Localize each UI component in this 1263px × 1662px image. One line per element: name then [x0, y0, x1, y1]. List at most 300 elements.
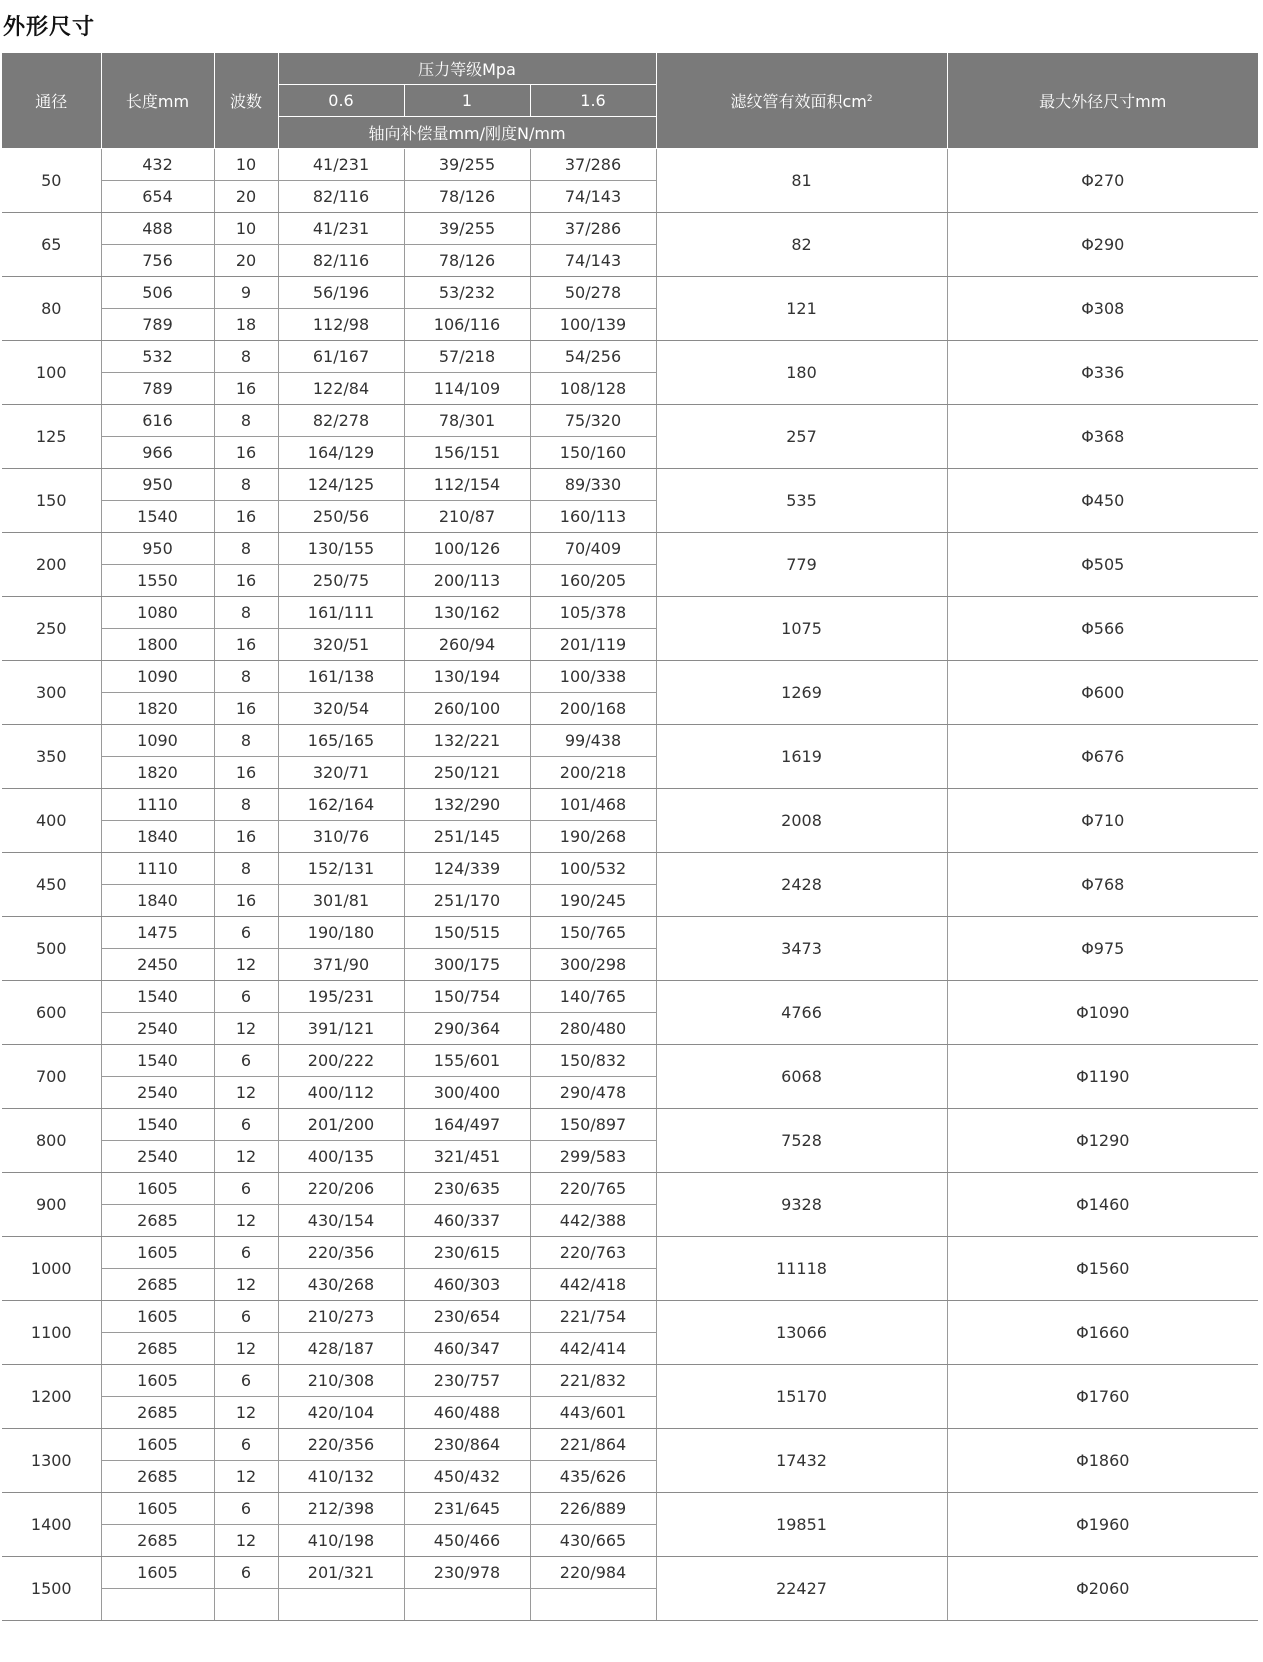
cell-p06: 124/125	[278, 469, 404, 501]
cell-length: 789	[101, 373, 214, 405]
cell-p10: 100/126	[404, 533, 530, 565]
cell-length	[101, 1589, 214, 1621]
cell-nominal: 450	[2, 853, 101, 917]
cell-length: 616	[101, 405, 214, 437]
cell-nominal: 1000	[2, 1237, 101, 1301]
cell-filter-area: 779	[656, 533, 947, 597]
cell-p10: 251/145	[404, 821, 530, 853]
cell-length: 2450	[101, 949, 214, 981]
cell-filter-area: 180	[656, 341, 947, 405]
cell-filter-area: 7528	[656, 1109, 947, 1173]
header-nominal: 通径	[2, 53, 101, 149]
cell-max-od: Φ450	[947, 469, 1258, 533]
cell-nominal: 1300	[2, 1429, 101, 1493]
cell-length: 2685	[101, 1461, 214, 1493]
cell-length: 950	[101, 533, 214, 565]
cell-filter-area: 11118	[656, 1237, 947, 1301]
cell-length: 1800	[101, 629, 214, 661]
cell-filter-area: 17432	[656, 1429, 947, 1493]
cell-p06: 161/138	[278, 661, 404, 693]
cell-waves: 20	[214, 245, 278, 277]
cell-p10: 155/601	[404, 1045, 530, 1077]
cell-p06: 320/71	[278, 757, 404, 789]
cell-p06: 250/75	[278, 565, 404, 597]
page-title: 外形尺寸	[3, 15, 96, 40]
cell-p06: 371/90	[278, 949, 404, 981]
cell-p16: 430/665	[530, 1525, 656, 1557]
cell-max-od: Φ566	[947, 597, 1258, 661]
cell-p06: 420/104	[278, 1397, 404, 1429]
cell-p10: 290/364	[404, 1013, 530, 1045]
cell-p16: 280/480	[530, 1013, 656, 1045]
cell-p10: 230/978	[404, 1557, 530, 1589]
cell-p16: 299/583	[530, 1141, 656, 1173]
cell-p06: 310/76	[278, 821, 404, 853]
cell-p06: 400/135	[278, 1141, 404, 1173]
cell-p06: 212/398	[278, 1493, 404, 1525]
cell-waves	[214, 1589, 278, 1621]
cell-p16: 37/286	[530, 149, 656, 181]
cell-waves: 6	[214, 1493, 278, 1525]
cell-p10: 156/151	[404, 437, 530, 469]
cell-filter-area: 15170	[656, 1365, 947, 1429]
cell-length: 1605	[101, 1429, 214, 1461]
table-row	[2, 853, 1258, 885]
cell-length: 789	[101, 309, 214, 341]
cell-length: 1605	[101, 1493, 214, 1525]
cell-p10: 106/116	[404, 309, 530, 341]
cell-p10: 150/515	[404, 917, 530, 949]
cell-nominal: 300	[2, 661, 101, 725]
cell-p06: 195/231	[278, 981, 404, 1013]
dimension-table	[2, 52, 1258, 1621]
cell-p16: 100/532	[530, 853, 656, 885]
table-row	[2, 1429, 1258, 1461]
cell-waves: 6	[214, 1557, 278, 1589]
cell-max-od: Φ1960	[947, 1493, 1258, 1557]
table-row	[2, 725, 1258, 757]
cell-nominal: 100	[2, 341, 101, 405]
cell-p06: 430/268	[278, 1269, 404, 1301]
cell-p16: 150/765	[530, 917, 656, 949]
cell-p10: 78/126	[404, 181, 530, 213]
cell-p10: 251/170	[404, 885, 530, 917]
cell-p06	[278, 1589, 404, 1621]
cell-nominal: 350	[2, 725, 101, 789]
table-row	[2, 1301, 1258, 1333]
cell-waves: 6	[214, 1365, 278, 1397]
cell-p06: 301/81	[278, 885, 404, 917]
cell-waves: 8	[214, 341, 278, 373]
cell-p10: 450/466	[404, 1525, 530, 1557]
cell-p06: 250/56	[278, 501, 404, 533]
table-row	[2, 1173, 1258, 1205]
cell-p06: 410/132	[278, 1461, 404, 1493]
cell-p16: 190/268	[530, 821, 656, 853]
table-row	[2, 1045, 1258, 1077]
table-header	[2, 53, 1258, 149]
cell-waves: 8	[214, 469, 278, 501]
cell-waves: 8	[214, 853, 278, 885]
cell-waves: 8	[214, 789, 278, 821]
header-waves: 波数	[214, 53, 278, 149]
cell-p16: 105/378	[530, 597, 656, 629]
cell-max-od: Φ2060	[947, 1557, 1258, 1621]
cell-p06: 41/231	[278, 149, 404, 181]
cell-length: 1540	[101, 501, 214, 533]
cell-length: 1090	[101, 725, 214, 757]
cell-p10: 230/757	[404, 1365, 530, 1397]
table-row	[2, 981, 1258, 1013]
header-pressure-group: 压力等级Mpa	[278, 53, 656, 85]
cell-max-od: Φ290	[947, 213, 1258, 277]
cell-p06: 41/231	[278, 213, 404, 245]
cell-p06: 400/112	[278, 1077, 404, 1109]
cell-p06: 201/321	[278, 1557, 404, 1589]
cell-p06: 210/273	[278, 1301, 404, 1333]
cell-p06: 161/111	[278, 597, 404, 629]
cell-nominal: 80	[2, 277, 101, 341]
table-row	[2, 341, 1258, 373]
cell-p10: 230/864	[404, 1429, 530, 1461]
cell-p10: 321/451	[404, 1141, 530, 1173]
cell-p06: 320/51	[278, 629, 404, 661]
cell-p10: 230/635	[404, 1173, 530, 1205]
cell-nominal: 125	[2, 405, 101, 469]
cell-waves: 8	[214, 597, 278, 629]
cell-waves: 16	[214, 629, 278, 661]
cell-p16: 220/765	[530, 1173, 656, 1205]
cell-nominal: 900	[2, 1173, 101, 1237]
cell-max-od: Φ600	[947, 661, 1258, 725]
cell-nominal: 50	[2, 149, 101, 213]
cell-p16: 74/143	[530, 181, 656, 213]
cell-nominal: 600	[2, 981, 101, 1045]
cell-length: 1605	[101, 1301, 214, 1333]
cell-p06: 130/155	[278, 533, 404, 565]
cell-filter-area: 22427	[656, 1557, 947, 1621]
cell-p16: 201/119	[530, 629, 656, 661]
cell-p06: 162/164	[278, 789, 404, 821]
cell-p06: 165/165	[278, 725, 404, 757]
cell-p06: 82/278	[278, 405, 404, 437]
cell-p10: 260/94	[404, 629, 530, 661]
cell-waves: 12	[214, 1461, 278, 1493]
cell-p06: 56/196	[278, 277, 404, 309]
cell-p16: 108/128	[530, 373, 656, 405]
cell-p06: 201/200	[278, 1109, 404, 1141]
cell-nominal: 500	[2, 917, 101, 981]
cell-p16: 442/388	[530, 1205, 656, 1237]
table-row	[2, 213, 1258, 245]
cell-p06: 112/98	[278, 309, 404, 341]
cell-p10: 450/432	[404, 1461, 530, 1493]
table-row	[2, 917, 1258, 949]
table-row	[2, 469, 1258, 501]
header-max-od: 最大外径尺寸mm	[947, 53, 1258, 149]
cell-waves: 10	[214, 213, 278, 245]
cell-max-od: Φ308	[947, 277, 1258, 341]
cell-waves: 10	[214, 149, 278, 181]
cell-p10	[404, 1589, 530, 1621]
cell-waves: 6	[214, 981, 278, 1013]
cell-length: 1605	[101, 1557, 214, 1589]
cell-waves: 8	[214, 661, 278, 693]
cell-p16: 101/468	[530, 789, 656, 821]
cell-max-od: Φ768	[947, 853, 1258, 917]
cell-length: 1605	[101, 1173, 214, 1205]
cell-max-od: Φ368	[947, 405, 1258, 469]
cell-p10: 460/303	[404, 1269, 530, 1301]
cell-waves: 6	[214, 1237, 278, 1269]
header-filter-area-label: 滤纹管有效面积cm	[730, 92, 867, 111]
cell-filter-area: 19851	[656, 1493, 947, 1557]
cell-filter-area: 121	[656, 277, 947, 341]
cell-nominal: 1100	[2, 1301, 101, 1365]
cell-p16: 190/245	[530, 885, 656, 917]
cell-filter-area: 2428	[656, 853, 947, 917]
cell-waves: 6	[214, 917, 278, 949]
cell-waves: 8	[214, 533, 278, 565]
cell-p16: 74/143	[530, 245, 656, 277]
cell-waves: 8	[214, 405, 278, 437]
cell-p16: 140/765	[530, 981, 656, 1013]
cell-max-od: Φ1760	[947, 1365, 1258, 1429]
cell-max-od: Φ1290	[947, 1109, 1258, 1173]
cell-max-od: Φ1860	[947, 1429, 1258, 1493]
cell-length: 2540	[101, 1077, 214, 1109]
cell-length: 2540	[101, 1141, 214, 1173]
header-pressure-1: 1	[404, 85, 530, 117]
cell-waves: 12	[214, 1141, 278, 1173]
cell-nominal: 1400	[2, 1493, 101, 1557]
cell-length: 1540	[101, 1109, 214, 1141]
cell-p16: 220/984	[530, 1557, 656, 1589]
table-row	[2, 1109, 1258, 1141]
cell-p06: 82/116	[278, 245, 404, 277]
cell-nominal: 1200	[2, 1365, 101, 1429]
cell-p10: 210/87	[404, 501, 530, 533]
cell-waves: 20	[214, 181, 278, 213]
cell-p16: 54/256	[530, 341, 656, 373]
cell-p16: 150/160	[530, 437, 656, 469]
cell-p06: 200/222	[278, 1045, 404, 1077]
cell-filter-area: 3473	[656, 917, 947, 981]
cell-filter-area: 9328	[656, 1173, 947, 1237]
table-row	[2, 597, 1258, 629]
header-filter-area	[656, 53, 947, 149]
cell-p16: 442/414	[530, 1333, 656, 1365]
cell-p10: 460/347	[404, 1333, 530, 1365]
cell-p16: 160/205	[530, 565, 656, 597]
cell-p16: 200/218	[530, 757, 656, 789]
cell-p06: 391/121	[278, 1013, 404, 1045]
table-row	[2, 149, 1258, 181]
cell-p10: 200/113	[404, 565, 530, 597]
cell-length: 506	[101, 277, 214, 309]
cell-p16: 100/139	[530, 309, 656, 341]
cell-p06: 410/198	[278, 1525, 404, 1557]
cell-p06: 430/154	[278, 1205, 404, 1237]
cell-nominal: 1500	[2, 1557, 101, 1621]
cell-waves: 6	[214, 1301, 278, 1333]
cell-nominal: 700	[2, 1045, 101, 1109]
cell-p10: 112/154	[404, 469, 530, 501]
cell-length: 2685	[101, 1397, 214, 1429]
cell-max-od: Φ676	[947, 725, 1258, 789]
cell-p16: 442/418	[530, 1269, 656, 1301]
cell-p16: 435/626	[530, 1461, 656, 1493]
cell-waves: 6	[214, 1429, 278, 1461]
cell-filter-area: 2008	[656, 789, 947, 853]
cell-p10: 130/194	[404, 661, 530, 693]
cell-p10: 78/301	[404, 405, 530, 437]
header-pressure-2: 1.6	[530, 85, 656, 117]
cell-p16: 221/864	[530, 1429, 656, 1461]
cell-waves: 18	[214, 309, 278, 341]
cell-filter-area: 1075	[656, 597, 947, 661]
cell-length: 1475	[101, 917, 214, 949]
cell-max-od: Φ1560	[947, 1237, 1258, 1301]
cell-p16: 443/601	[530, 1397, 656, 1429]
table-row	[2, 1365, 1258, 1397]
cell-max-od: Φ1090	[947, 981, 1258, 1045]
cell-waves: 12	[214, 1333, 278, 1365]
cell-waves: 8	[214, 725, 278, 757]
cell-p16: 89/330	[530, 469, 656, 501]
cell-p10: 114/109	[404, 373, 530, 405]
cell-waves: 16	[214, 373, 278, 405]
cell-p10: 230/654	[404, 1301, 530, 1333]
cell-p10: 250/121	[404, 757, 530, 789]
cell-p16	[530, 1589, 656, 1621]
cell-waves: 12	[214, 1077, 278, 1109]
cell-waves: 9	[214, 277, 278, 309]
cell-waves: 12	[214, 1269, 278, 1301]
cell-p16: 220/763	[530, 1237, 656, 1269]
cell-nominal: 400	[2, 789, 101, 853]
cell-length: 1820	[101, 693, 214, 725]
cell-max-od: Φ270	[947, 149, 1258, 213]
cell-length: 1540	[101, 981, 214, 1013]
cell-filter-area: 257	[656, 405, 947, 469]
cell-p10: 124/339	[404, 853, 530, 885]
cell-length: 1110	[101, 789, 214, 821]
cell-length: 1840	[101, 821, 214, 853]
cell-p10: 132/221	[404, 725, 530, 757]
cell-p16: 200/168	[530, 693, 656, 725]
cell-waves: 16	[214, 437, 278, 469]
cell-p06: 164/129	[278, 437, 404, 469]
cell-length: 1540	[101, 1045, 214, 1077]
cell-filter-area: 535	[656, 469, 947, 533]
cell-filter-area: 1269	[656, 661, 947, 725]
cell-p16: 221/832	[530, 1365, 656, 1397]
cell-nominal: 800	[2, 1109, 101, 1173]
cell-p10: 53/232	[404, 277, 530, 309]
cell-max-od: Φ336	[947, 341, 1258, 405]
cell-p06: 122/84	[278, 373, 404, 405]
cell-max-od: Φ1190	[947, 1045, 1258, 1109]
cell-waves: 6	[214, 1109, 278, 1141]
cell-p10: 460/337	[404, 1205, 530, 1237]
table-row	[2, 1557, 1258, 1589]
cell-p06: 320/54	[278, 693, 404, 725]
cell-length: 1820	[101, 757, 214, 789]
cell-p16: 99/438	[530, 725, 656, 757]
table-row	[2, 661, 1258, 693]
cell-filter-area: 6068	[656, 1045, 947, 1109]
cell-length: 2685	[101, 1205, 214, 1237]
cell-p10: 460/488	[404, 1397, 530, 1429]
cell-p16: 160/113	[530, 501, 656, 533]
cell-p10: 300/175	[404, 949, 530, 981]
cell-waves: 16	[214, 757, 278, 789]
cell-waves: 16	[214, 693, 278, 725]
cell-length: 432	[101, 149, 214, 181]
cell-waves: 16	[214, 821, 278, 853]
cell-p10: 231/645	[404, 1493, 530, 1525]
cell-length: 654	[101, 181, 214, 213]
cell-nominal: 250	[2, 597, 101, 661]
cell-p10: 39/255	[404, 149, 530, 181]
cell-length: 488	[101, 213, 214, 245]
cell-waves: 12	[214, 1205, 278, 1237]
cell-p10: 164/497	[404, 1109, 530, 1141]
cell-p06: 220/206	[278, 1173, 404, 1205]
cell-p16: 50/278	[530, 277, 656, 309]
cell-length: 1605	[101, 1365, 214, 1397]
cell-length: 2685	[101, 1333, 214, 1365]
cell-max-od: Φ505	[947, 533, 1258, 597]
cell-length: 532	[101, 341, 214, 373]
cell-p10: 78/126	[404, 245, 530, 277]
cell-waves: 16	[214, 501, 278, 533]
cell-p06: 61/167	[278, 341, 404, 373]
cell-max-od: Φ1460	[947, 1173, 1258, 1237]
cell-waves: 12	[214, 1013, 278, 1045]
table-row	[2, 277, 1258, 309]
cell-p16: 150/832	[530, 1045, 656, 1077]
cell-filter-area: 4766	[656, 981, 947, 1045]
cell-waves: 16	[214, 885, 278, 917]
table-row	[2, 1493, 1258, 1525]
cell-p16: 37/286	[530, 213, 656, 245]
cell-length: 756	[101, 245, 214, 277]
cell-p10: 260/100	[404, 693, 530, 725]
table-row	[2, 1237, 1258, 1269]
cell-length: 1090	[101, 661, 214, 693]
cell-length: 1110	[101, 853, 214, 885]
cell-waves: 12	[214, 949, 278, 981]
cell-waves: 12	[214, 1525, 278, 1557]
table-row	[2, 405, 1258, 437]
cell-p16: 100/338	[530, 661, 656, 693]
cell-p10: 230/615	[404, 1237, 530, 1269]
cell-p06: 190/180	[278, 917, 404, 949]
cell-p10: 150/754	[404, 981, 530, 1013]
header-axial-group: 轴向补偿量mm/刚度N/mm	[278, 117, 656, 149]
cell-waves: 16	[214, 565, 278, 597]
cell-nominal: 65	[2, 213, 101, 277]
cell-p06: 210/308	[278, 1365, 404, 1397]
cell-length: 1605	[101, 1237, 214, 1269]
cell-p16: 300/298	[530, 949, 656, 981]
cell-length: 1550	[101, 565, 214, 597]
cell-p10: 39/255	[404, 213, 530, 245]
cell-filter-area: 81	[656, 149, 947, 213]
table-row	[2, 789, 1258, 821]
